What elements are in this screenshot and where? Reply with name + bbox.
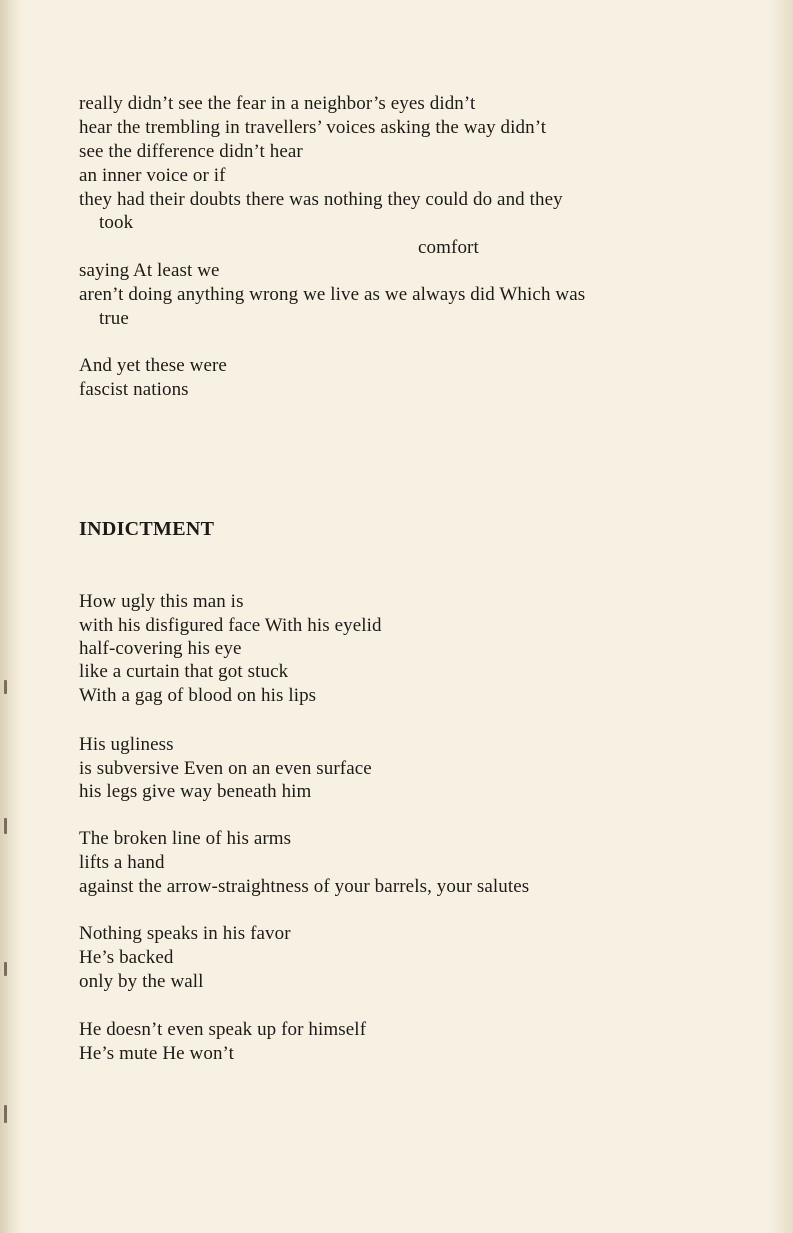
- binding-mark: [4, 680, 7, 694]
- poem-line: with his disfigured face With his eyelid: [79, 615, 382, 636]
- poem-line: comfort: [418, 237, 479, 258]
- poem-line: fascist nations: [79, 379, 189, 400]
- poem-line: only by the wall: [79, 971, 204, 992]
- poem-line: like a curtain that got stuck: [79, 661, 289, 682]
- poem-line: saying At least we: [79, 260, 220, 281]
- poem-line: With a gag of blood on his lips: [79, 685, 317, 706]
- poem-title: INDICTMENT: [79, 518, 215, 540]
- poem-line: they had their doubts there was nothing they could do and they: [79, 189, 563, 210]
- poem-line: His ugliness: [79, 734, 174, 755]
- poem-line: He’s mute He won’t: [79, 1043, 235, 1064]
- poem-line: aren’t doing anything wrong we live as we always did Which was: [79, 284, 586, 305]
- poem-line: his legs give way beneath him: [79, 781, 312, 802]
- binding-mark: [4, 1105, 7, 1123]
- poem-line: Nothing speaks in his favor: [79, 923, 291, 944]
- poem-line: And yet these were: [79, 355, 227, 376]
- poem-line: is subversive Even on an even surface: [79, 758, 372, 779]
- poem-line: lifts a hand: [79, 852, 165, 873]
- poem-line: How ugly this man is: [79, 591, 244, 612]
- poem-line: He doesn’t even speak up for himself: [79, 1019, 367, 1040]
- poem-line: true: [99, 308, 129, 329]
- poem-line: against the arrow-straightness of your barrels, your salutes: [79, 876, 530, 897]
- poem-line: The broken line of his arms: [79, 828, 292, 849]
- binding-mark: [4, 962, 7, 976]
- poem-line: took: [99, 212, 134, 233]
- poem-line: really didn’t see the fear in a neighbor’s eyes didn’t: [79, 93, 476, 114]
- poem-line: see the difference didn’t hear: [79, 141, 303, 162]
- poem-line: He’s backed: [79, 947, 174, 968]
- poem-line: an inner voice or if: [79, 165, 226, 186]
- page-edge-shadow: [767, 0, 793, 1233]
- page-gutter-shadow: [0, 0, 22, 1233]
- poem-line: half-covering his eye: [79, 638, 242, 659]
- poem-line: hear the trembling in travellers’ voices asking the way didn’t: [79, 117, 547, 138]
- binding-mark: [4, 818, 7, 834]
